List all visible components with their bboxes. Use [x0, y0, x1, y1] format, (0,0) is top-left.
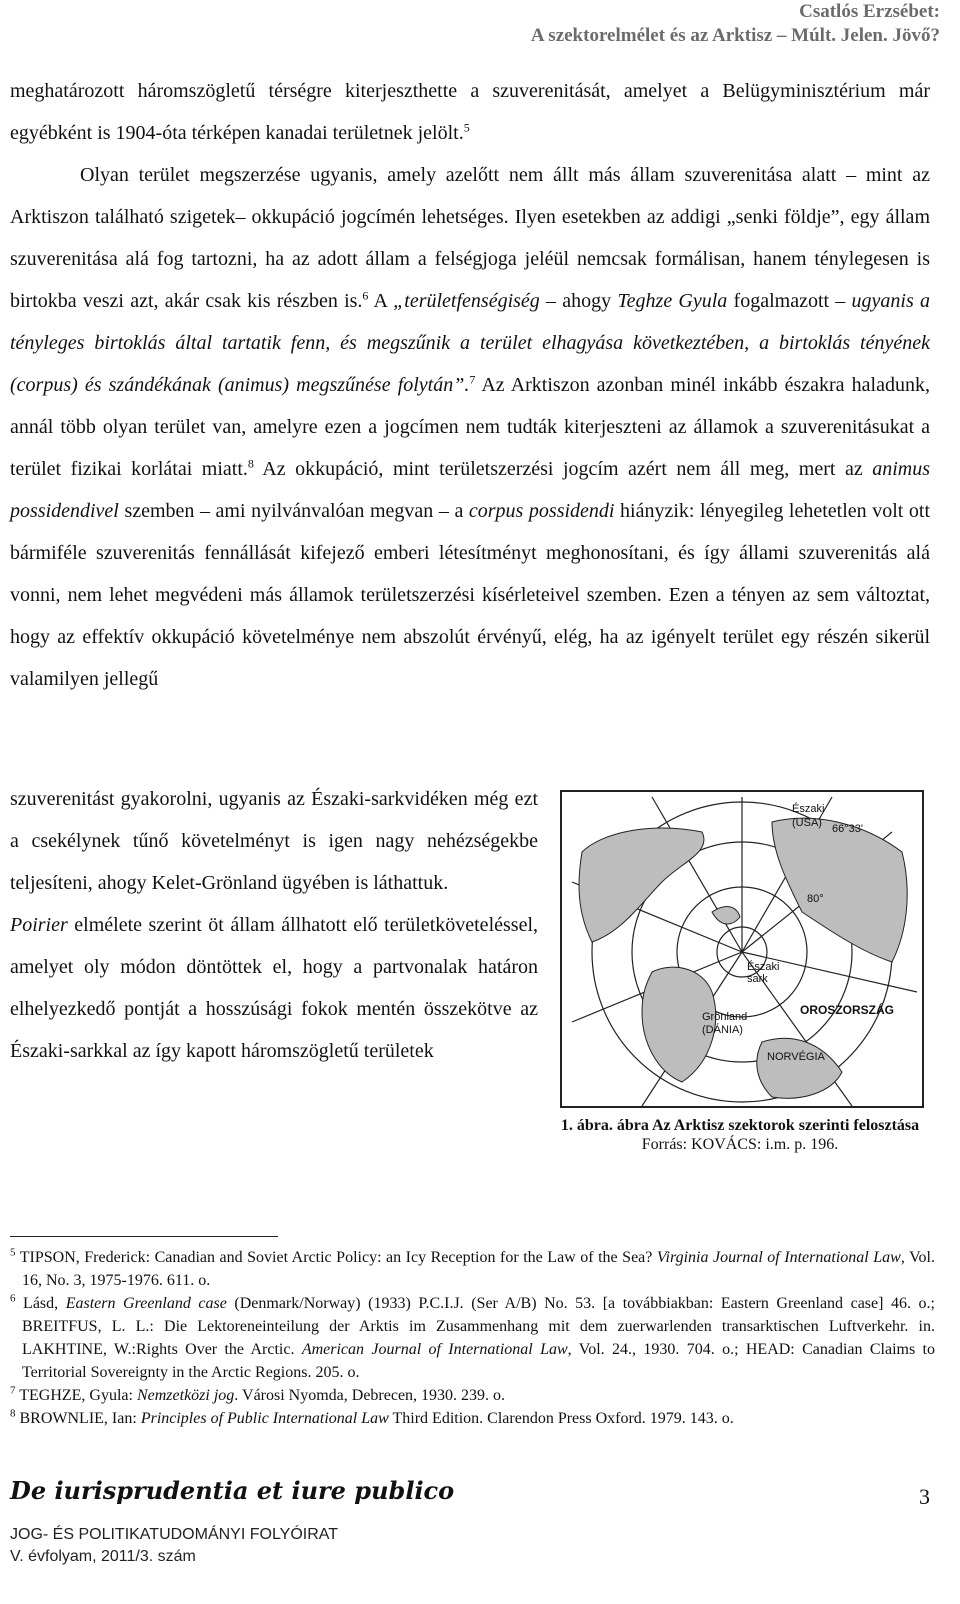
footnote-text: Third Edition. Clarendon Press Oxford. 1979. 143. o. — [388, 1410, 734, 1427]
map-label-3: 80° — [807, 893, 824, 905]
journal-subtitle-2: V. évfolyam, 2011/3. szám — [10, 1548, 196, 1565]
arctic-sector-map — [560, 790, 924, 1108]
main-text — [10, 70, 930, 700]
footnote-divider — [10, 1236, 278, 1237]
footnote-number: 5 — [10, 1246, 16, 1259]
paragraph-2-italic-c: „területfenségiség — [393, 290, 540, 312]
footnote-ref-7[interactable]: 7 — [469, 372, 476, 387]
footnote-text: Eastern Greenland case — [65, 1295, 227, 1312]
figure-arctic-map — [560, 790, 940, 1154]
map-label-9: NORVÉGIA — [767, 1051, 825, 1063]
paragraph-2-italic-j: animus possidendivel — [10, 458, 931, 522]
footnote-text: Virginia Journal of International Law — [656, 1249, 901, 1266]
footnote-6 — [10, 1292, 935, 1384]
page-number: 3 — [919, 1484, 930, 1509]
journal-title: De iurisprudentia et iure publico — [10, 1476, 455, 1505]
footnote-text: Nemzetközi jog — [136, 1387, 235, 1404]
map-label-5: sark — [747, 973, 768, 985]
footnote-text: (Denmark/Norway) (1933) P.C.I.J. (Ser A/B) No. 53. [a továbbiakban: Eastern Greenland case] 46. o.; BREITFUS, L. L.: Die Lektoreneinteilung der Arktis im Zusammenhang mit dem zuerwarlenden transarktischen Luftverkehr. in. LAKHTINE, W.:Rights Over the Arctic. — [22, 1295, 935, 1358]
paragraph-3-text: szuverenitást gyakorolni, ugyanis az Északi-sarkvidéken még ezt a csekélynek tűnő követelményt is igen nagy nehézségekbe teljesíteni, ahogy Kelet-Grönland ügyében is láthattuk. — [10, 788, 538, 894]
footnote-ref-6[interactable]: 6 — [362, 288, 369, 303]
footnote-text: , Vol. 16, No. 3, 1975-1976. 611. o. — [22, 1249, 936, 1289]
map-label-1: (USA) — [792, 817, 822, 829]
paragraph-4-text: elmélete szerint öt állam állhatott elő területköveteléssel, amelyet oly módon döntöttek el, hogy a partvonalak határon elhelyezkedő pontját a hosszúsági fokok mentén összekötve az Északi-sarkkal az így kapott háromszögletű területek — [10, 914, 538, 1062]
paragraph-2-text-h: Az Arktiszon azonban minél inkább északra haladunk, annál több olyan terület van, amelyre ezen a jogcímen nem tudták kiterjeszteni az államok a szuverenitásukat a terület fizikai korlátai miatt. — [10, 374, 930, 480]
caption-source: Forrás: KOVÁCS: i.m. p. 196. — [641, 1136, 839, 1153]
footnote-text: American Journal of International Law — [301, 1341, 568, 1358]
paragraph-2-text-m: hiányzik: lényegileg lehetetlen volt ott bármiféle szuverenitás fennállását kifejező emberi létesítményt meghonosítani, és így állami szuverenitás alá vonni, nem lehet megvédeni más államok területszerzési kísérleteivel szemben. Ezen a tényen az sem változtat, hogy az effektív okkupáció követelménye nem abszolút érvényű, elég, ha az igényelt terület egy részén sikerül valamilyen jellegű — [10, 500, 931, 690]
journal-subtitle — [10, 1524, 338, 1568]
footnote-text: . Városi Nyomda, Debrecen, 1930. 239. o. — [234, 1387, 506, 1404]
footnote-5 — [10, 1246, 935, 1292]
figure-caption — [560, 1116, 920, 1154]
paragraph-2-italic-l: corpus possidendi — [468, 500, 615, 522]
paragraph-1-text: meghatározott háromszögletű térségre kiterjeszthette a szuverenitását, amelyet a Belügyminisztérium már egyébként is 1904-óta térképen kanadai területnek jelölt. — [10, 80, 930, 144]
footnote-ref-8[interactable]: 8 — [247, 456, 254, 471]
footnote-number: 6 — [10, 1292, 16, 1305]
caption-title: 1. ábra. ábra Az Arktisz szektorok szerinti felosztása — [560, 1117, 920, 1134]
paragraph-2-text-i: Az okkupáció, mint területszerzési jogcím azért nem áll meg, mert az — [253, 458, 873, 480]
paragraph-4-italic: Poirier — [10, 914, 68, 936]
paragraph-4 — [10, 904, 538, 1072]
footnote-text: Principles of Public International Law — [140, 1410, 389, 1427]
paragraph-2-text-d: – ahogy — [539, 290, 618, 312]
footnote-7 — [10, 1384, 935, 1407]
paragraph-2-text-a: Olyan terület megszerzése ugyanis, amely azelőtt nem állt más állam szuverenitása alatt – mint az Arktiszon található szigetek– okkupáció jogcímén lehetséges. Ilyen esetekben az addigi „senki földje”, egy állam szuverenitása alá fog tartozni, ha az adott állam a felségjoga jeléül nemcsak formálisan, hanem ténylegesen is birtokba veszi azt, akár csak kis részben is. — [10, 164, 930, 312]
footnote-text: TIPSON, Frederick: Canadian and Soviet Arctic Policy: an Icy Reception for the Law of the Sea? — [19, 1249, 657, 1266]
paragraph-3 — [10, 778, 538, 904]
footnote-text: , Vol. 24., 1930. 704. o.; HEAD: Canadian Claims to Territorial Sovereignty in the Arctic Regions. 205. o. — [22, 1341, 936, 1381]
footnote-text: BROWNLIE, Ian: — [19, 1410, 141, 1427]
journal-subtitle-1: JOG- ÉS POLITIKATUDOMÁNYI FOLYÓIRAT — [10, 1526, 339, 1543]
footnotes — [10, 1246, 935, 1430]
map-label-8: (DÁNIA) — [702, 1024, 743, 1036]
map-label-4: Északi — [747, 961, 780, 973]
paragraph-2-text-f: fogalmazott – — [727, 290, 852, 312]
header-title: A szektorelmélet és az Arktisz – Múlt. Jelen. Jövő? — [530, 25, 940, 46]
map-label-6: OROSZORSZÁG — [800, 1003, 895, 1017]
paragraph-2-text-b: A — [368, 290, 394, 312]
footnote-text: TEGHZE, Gyula: — [19, 1387, 137, 1404]
wrapped-text — [10, 778, 538, 1072]
paragraph-2-italic-g: ugyanis a tényleges birtoklás által tartatik fenn, és megszűnik a terület elhagyása következtében, a birtoklás tényének (corpus) és szándékának (animus) megszűnése folytán”. — [10, 290, 930, 396]
paragraph-2-text-k: szemben – ami nyilvánvalóan megvan – a — [118, 500, 469, 522]
footnote-text: Lásd, — [23, 1295, 66, 1312]
map-label-7: Grönland — [702, 1011, 748, 1023]
header-author: Csatlós Erzsébet: — [799, 1, 940, 22]
running-header — [531, 0, 940, 48]
paragraph-2-italic-e: Teghze Gyula — [617, 290, 728, 312]
paragraph-2 — [10, 154, 930, 700]
footnote-number: 8 — [10, 1407, 16, 1420]
map-label-0: Északi — [792, 803, 825, 815]
paragraph-1 — [10, 70, 930, 154]
map-label-2: 66°33' — [832, 823, 863, 835]
footnote-8 — [10, 1407, 935, 1430]
footnote-number: 7 — [10, 1384, 16, 1397]
footnote-ref-5[interactable]: 5 — [463, 120, 470, 135]
